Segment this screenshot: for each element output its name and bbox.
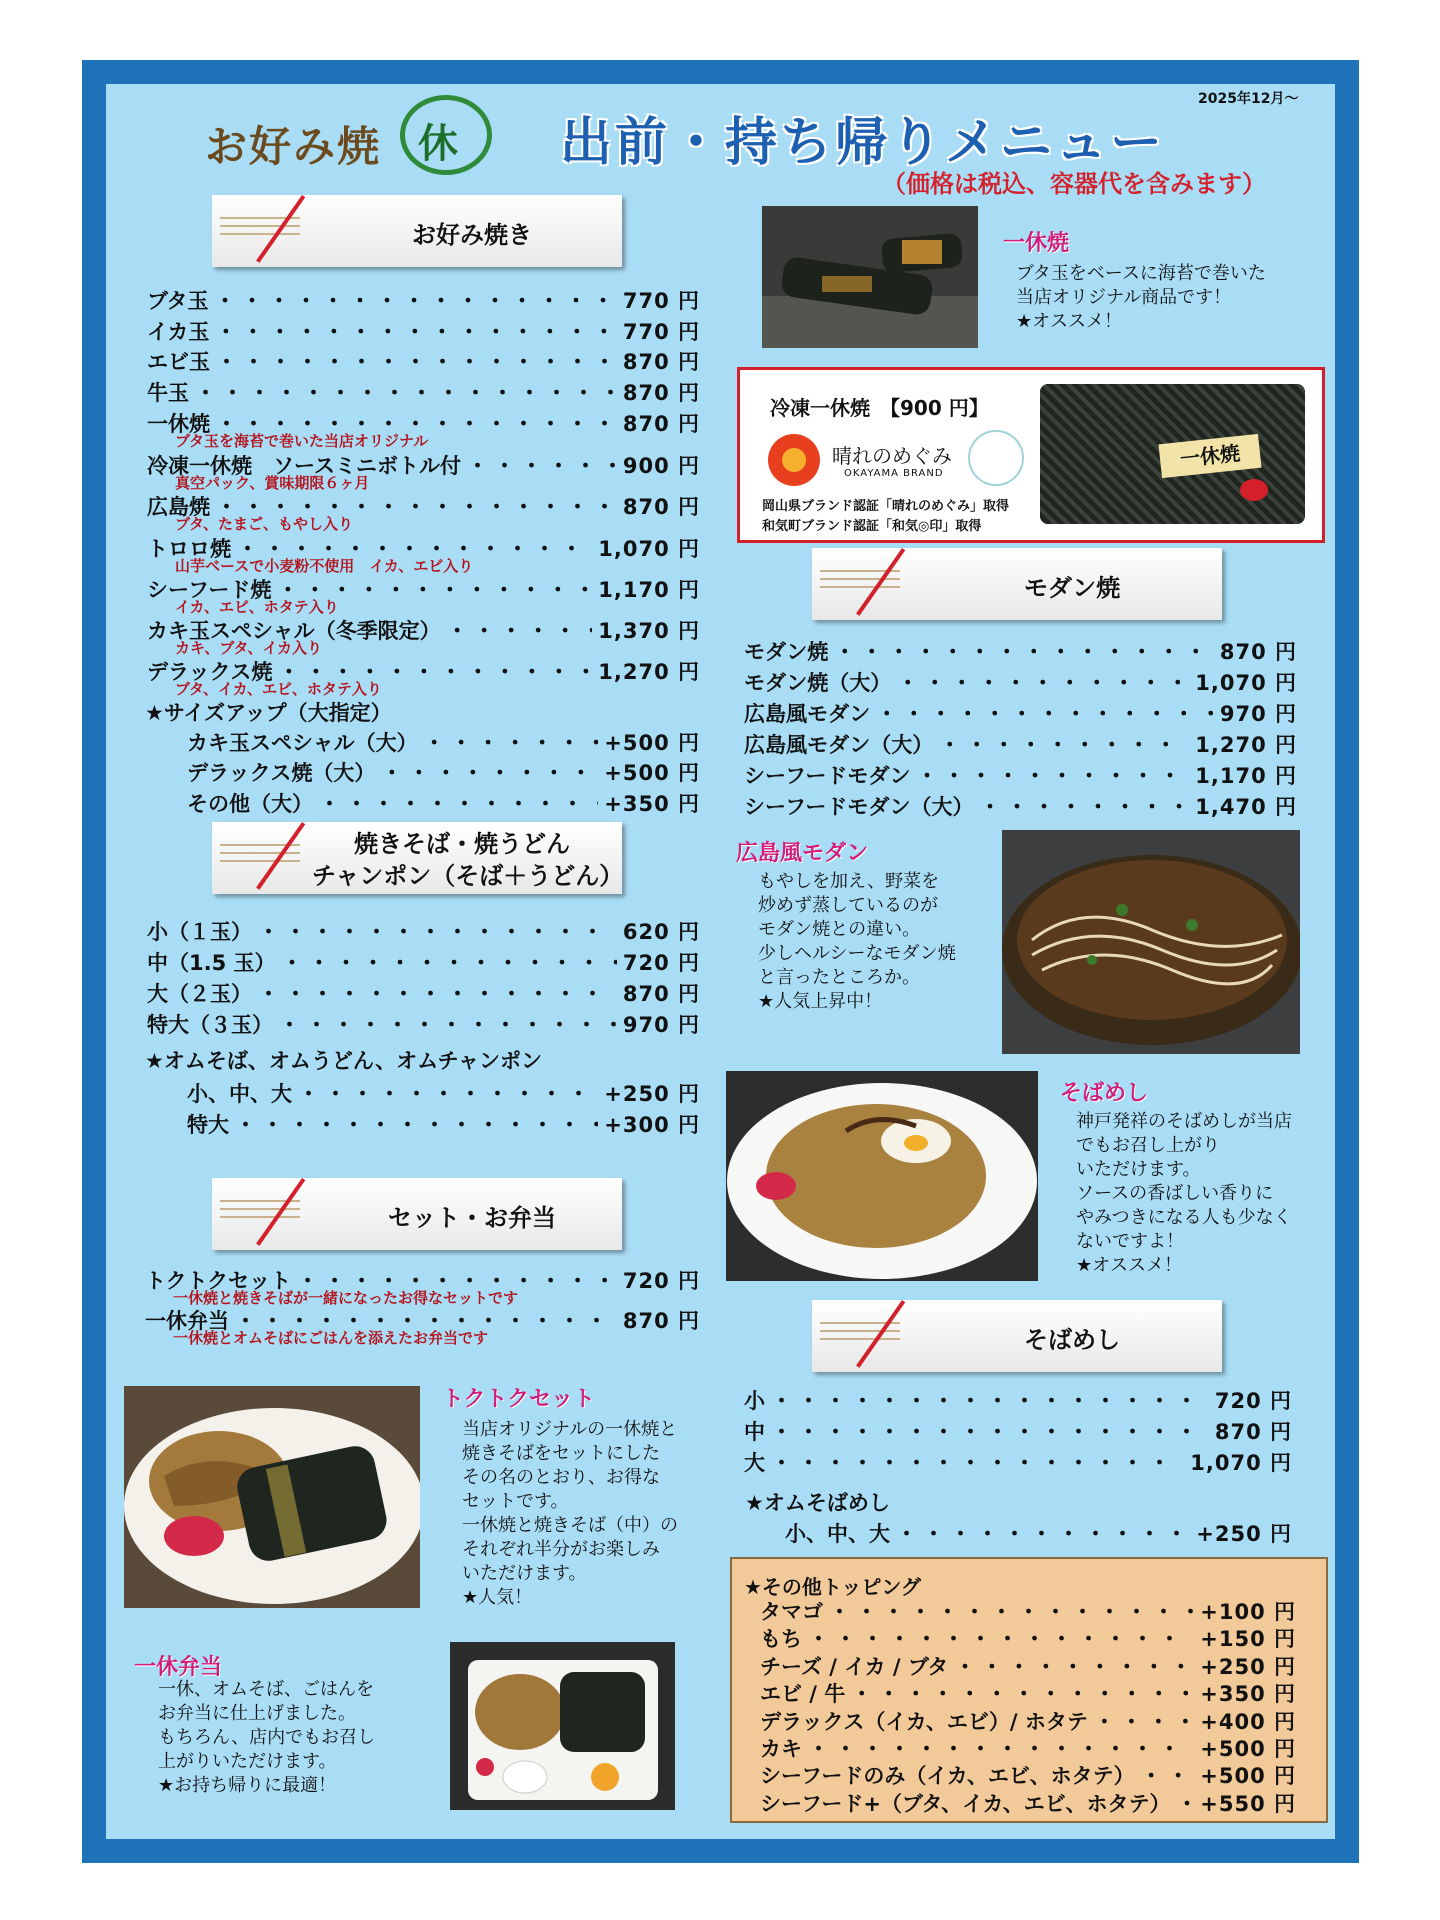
leader-dots xyxy=(808,1623,1194,1653)
menu-item-row xyxy=(744,698,1297,728)
leader-dots xyxy=(917,760,1190,790)
leader-dots xyxy=(771,1416,1209,1446)
item-name: デラックス焼（大） xyxy=(187,761,376,785)
description-line: ソースの香ばしい香りに xyxy=(1076,1183,1274,1204)
description-line: と言ったところか。 xyxy=(758,967,920,988)
shop-logo-kanji: 休 xyxy=(418,120,458,167)
wake-brand-seal-icon xyxy=(968,430,1024,486)
item-note: 一休焼と焼きそばが一緒になったお得なセットです xyxy=(173,1289,519,1307)
leader-dots xyxy=(771,1447,1184,1477)
topping-row xyxy=(760,1733,1296,1763)
item-name: 広島風モダン（大） xyxy=(744,733,934,757)
item-price: +300 円 xyxy=(604,1113,700,1137)
banner-set xyxy=(212,1178,622,1250)
item-price: +550 円 xyxy=(1200,1791,1296,1816)
leader-dots xyxy=(195,377,617,407)
item-name: 特大 xyxy=(187,1113,229,1137)
menu-item-row xyxy=(147,916,700,946)
banner-yakisoba xyxy=(212,822,622,894)
item-price: +400 円 xyxy=(1200,1709,1296,1734)
item-price: 720 円 xyxy=(622,1269,700,1293)
description-line: ★お持ち帰りに最適！ xyxy=(158,1775,337,1796)
menu-item-row xyxy=(147,947,700,977)
leader-dots xyxy=(834,636,1214,666)
item-name: カキ玉スペシャル（大） xyxy=(187,731,418,755)
leader-dots xyxy=(1094,1706,1194,1736)
item-name: ブタ玉 xyxy=(147,289,209,313)
item-price: 870 円 xyxy=(622,982,700,1006)
leader-dots xyxy=(235,1109,598,1139)
item-name: シーフードのみ（イカ、エビ、ホタテ） xyxy=(760,1764,1135,1789)
tokutoku-description xyxy=(462,1418,678,1610)
leader-dots xyxy=(424,727,599,757)
brand-sub: OKAYAMA BRAND xyxy=(844,468,944,479)
menu-item-row xyxy=(147,346,700,376)
leader-dots xyxy=(381,757,598,787)
item-note: カキ、ブタ、イカ入り xyxy=(175,639,323,657)
item-price: 1,470 円 xyxy=(1195,795,1297,819)
item-price: +500 円 xyxy=(604,761,700,785)
leader-dots xyxy=(980,791,1190,821)
item-name: シーフードモダン xyxy=(744,764,911,788)
menu-item-row xyxy=(187,1078,700,1108)
item-name: イカ玉 xyxy=(147,320,210,344)
item-name: 一休焼 xyxy=(147,412,210,436)
description-line: いただけます。 xyxy=(462,1563,587,1584)
item-price: +500 円 xyxy=(1200,1764,1296,1789)
menu-item-row xyxy=(744,1447,1292,1477)
item-price: 770 円 xyxy=(622,320,700,344)
hiroshima-modern-description xyxy=(758,870,956,1014)
item-name: タマゴ xyxy=(760,1600,823,1624)
description-line: 当店オリジナル商品です！ xyxy=(1016,287,1232,308)
item-name: モダン焼（大） xyxy=(744,671,892,695)
description-line: 当店オリジナルの一休焼と xyxy=(462,1419,678,1440)
leader-dots xyxy=(1141,1760,1195,1790)
item-price: +250 円 xyxy=(1200,1654,1296,1679)
item-name: チーズ / イカ / ブタ xyxy=(760,1654,949,1679)
item-price: 970 円 xyxy=(622,1013,700,1037)
leader-dots xyxy=(954,1651,1194,1681)
item-note: ブタ、たまご、もやし入り xyxy=(175,515,354,533)
item-name: トクトクセット xyxy=(145,1269,292,1293)
hare-no-megumi-icon xyxy=(768,434,820,486)
item-name: シーフードモダン（大） xyxy=(744,795,974,819)
description-line: 焼きそばをセットにした xyxy=(462,1443,660,1464)
item-price: 1,070 円 xyxy=(1195,671,1297,695)
description-line: ★人気上昇中！ xyxy=(758,991,883,1012)
leader-dots xyxy=(851,1678,1194,1708)
item-name: 広島風モダン xyxy=(744,702,871,726)
leader-dots xyxy=(216,346,617,376)
item-price: 870 円 xyxy=(1214,1420,1292,1444)
description-line: モダン焼との違い。 xyxy=(758,919,921,940)
item-name: モダン焼 xyxy=(744,640,829,664)
description-line: 少しヘルシーなモダン焼 xyxy=(758,943,956,964)
leader-dots xyxy=(279,1009,617,1039)
item-note: 一休焼とオムそばにごはんを添えたお弁当です xyxy=(173,1329,489,1347)
leader-dots xyxy=(319,788,598,818)
item-price: 1,070 円 xyxy=(1190,1451,1292,1475)
menu-item-row xyxy=(187,727,700,757)
item-name: 小 xyxy=(744,1389,765,1413)
leader-dots xyxy=(829,1596,1194,1626)
banner-label: お好み焼き xyxy=(412,221,532,249)
item-name: デラックス（イカ、エビ）/ ホタテ xyxy=(760,1709,1088,1734)
description-line: 一休焼と焼きそば（中）の xyxy=(462,1515,678,1536)
item-name: 牛玉 xyxy=(147,381,189,405)
leader-dots xyxy=(939,729,1189,759)
item-price: 620 円 xyxy=(622,920,700,944)
banner-line-2: チャンポン（そば＋うどん） xyxy=(312,862,624,890)
topping-row xyxy=(760,1760,1296,1790)
description-line: お弁当に仕上げました。 xyxy=(158,1703,356,1724)
page-title: 出前・持ち帰りメニュー xyxy=(560,113,1166,173)
leader-dots xyxy=(258,916,617,946)
item-price: +250 円 xyxy=(604,1082,700,1106)
description-line: ブタ玉をベースに海苔で巻いた xyxy=(1016,263,1266,284)
banner-sobameshi xyxy=(812,1300,1222,1372)
topping-row xyxy=(760,1788,1296,1818)
item-name: もち xyxy=(760,1627,802,1652)
item-price: 1,270 円 xyxy=(598,660,700,684)
item-note: 真空パック、賞味期限６ヶ月 xyxy=(175,474,370,492)
ikkyuyaki-heading: 一休焼 xyxy=(1003,231,1070,256)
item-price: +350 円 xyxy=(604,792,700,816)
frozen-ikkyuyaki-box xyxy=(737,367,1325,543)
menu-item-row xyxy=(147,285,700,315)
ikkyuyaki-description xyxy=(1016,262,1266,334)
item-price: 970 円 xyxy=(1219,702,1297,726)
package-label: 一休焼 xyxy=(1158,434,1261,478)
item-name: 一休弁当 xyxy=(145,1309,229,1333)
item-price: 1,370 円 xyxy=(598,619,700,643)
menu-item-row xyxy=(785,1518,1292,1548)
item-price: 870 円 xyxy=(622,381,700,405)
leader-dots xyxy=(876,698,1214,728)
menu-item-row xyxy=(744,1385,1292,1415)
omu-label: ★オムそば、オムうどん、オムチャンポン xyxy=(145,1049,543,1073)
menu-item-row xyxy=(744,791,1297,821)
item-name: シーフード+（ブタ、イカ、エビ、ホタテ） xyxy=(760,1791,1171,1816)
menu-item-row xyxy=(744,760,1297,790)
leader-dots xyxy=(808,1733,1194,1763)
leader-dots xyxy=(282,947,617,977)
item-name: カキ xyxy=(760,1737,802,1761)
item-name: 大（２玉） xyxy=(147,982,252,1006)
item-price: 870 円 xyxy=(622,1309,700,1333)
description-line: 一休、オムそば、ごはんを xyxy=(158,1679,374,1700)
item-price: 900 円 xyxy=(622,454,700,478)
menu-date: 2025年12月～ xyxy=(1198,91,1299,107)
menu-item-row xyxy=(147,316,700,346)
leader-dots xyxy=(771,1385,1209,1415)
description-line: それぞれ半分がお楽しみ xyxy=(462,1539,660,1560)
leader-dots xyxy=(1177,1788,1195,1818)
topping-row xyxy=(760,1678,1296,1708)
menu-item-row xyxy=(744,636,1297,666)
ikkyu-bento-description xyxy=(158,1678,375,1798)
banner-label xyxy=(312,828,624,892)
item-name: 小（１玉） xyxy=(147,920,252,944)
item-price: 720 円 xyxy=(622,951,700,975)
description-line: ないですよ！ xyxy=(1076,1231,1184,1252)
item-price: 870 円 xyxy=(622,412,700,436)
sobameshi-description xyxy=(1076,1110,1292,1278)
leader-dots xyxy=(447,615,593,645)
banner-line-1: 焼きそば・焼うどん xyxy=(354,830,570,858)
topping-row xyxy=(760,1651,1296,1681)
cert-1: 岡山県ブランド認証「晴れのめぐみ」取得 xyxy=(762,499,1010,514)
menu-item-row xyxy=(147,1009,700,1039)
sobameshi-desc-heading: そばめし xyxy=(1060,1081,1149,1106)
topping-row xyxy=(760,1596,1296,1626)
description-line: ★オススメ！ xyxy=(1076,1255,1182,1276)
item-price: 1,070 円 xyxy=(598,537,700,561)
item-name: デラックス焼 xyxy=(147,660,273,684)
banner-modern xyxy=(812,548,1222,620)
item-name: トロロ焼 xyxy=(147,537,231,561)
item-name: 小、中、大 xyxy=(187,1082,292,1106)
menu-item-row xyxy=(147,978,700,1008)
item-price: +350 円 xyxy=(1200,1682,1296,1707)
item-name: エビ玉 xyxy=(147,350,210,374)
menu-item-row xyxy=(744,1416,1292,1446)
cert-2: 和気町ブランド認証「和気◎印」取得 xyxy=(762,519,982,534)
description-line: やみつきになる人も少なく xyxy=(1076,1207,1292,1228)
ikkyu-bento-photo xyxy=(450,1642,675,1810)
item-note: ブタ、イカ、エビ、ホタテ入り xyxy=(175,680,382,698)
item-price: 1,170 円 xyxy=(598,578,700,602)
sobameshi-photo xyxy=(726,1071,1038,1281)
item-note: 山芋ベースで小麦粉不使用 イカ、エビ入り xyxy=(175,557,474,575)
item-name: 中（1.5 玉） xyxy=(147,951,276,975)
leader-dots xyxy=(215,316,616,346)
description-line: 炒めず蒸しているのが xyxy=(758,895,938,916)
item-price: +500 円 xyxy=(1200,1737,1296,1761)
item-price: +150 円 xyxy=(1200,1627,1296,1652)
item-price: 870 円 xyxy=(622,350,700,374)
item-price: +100 円 xyxy=(1200,1600,1296,1624)
description-line: セットです。 xyxy=(462,1491,569,1512)
description-line: いただけます。 xyxy=(1076,1159,1201,1180)
ikkyu-bento-heading: 一休弁当 xyxy=(134,1655,223,1680)
leader-dots xyxy=(258,978,617,1008)
item-name: シーフード焼 xyxy=(147,578,272,602)
description-line: もちろん、店内でもお召し xyxy=(158,1727,376,1748)
shop-logo-text: お好み焼 xyxy=(205,122,382,171)
banner-okonomiyaki xyxy=(212,195,622,267)
item-price: 1,270 円 xyxy=(1195,733,1297,757)
item-name: 冷凍一休焼 ソースミニボトル付 xyxy=(147,454,461,478)
menu-item-row xyxy=(744,729,1297,759)
description-line: その名のとおり、お得な xyxy=(462,1467,660,1488)
sizeup-label: ★サイズアップ（大指定） xyxy=(145,701,392,725)
description-line: もやしを加え、野菜を xyxy=(758,871,940,892)
item-name: 特大（３玉） xyxy=(147,1013,273,1037)
frozen-package-photo xyxy=(1040,384,1305,524)
description-line: 神戸発祥のそばめしが当店 xyxy=(1076,1111,1292,1132)
item-name: 広島焼 xyxy=(147,495,210,519)
page-subtitle: （価格は税込、容器代を含みます） xyxy=(882,170,1266,198)
item-price: 770 円 xyxy=(622,289,700,313)
banner-label: そばめし xyxy=(1024,1326,1120,1354)
description-line: ★オススメ！ xyxy=(1016,311,1122,332)
menu-item-row xyxy=(187,788,700,818)
banner-label: モダン焼 xyxy=(1023,574,1121,602)
frozen-title: 冷凍一休焼 【900 円】 xyxy=(770,396,989,420)
item-name: 小、中、大 xyxy=(785,1522,890,1546)
hiroshima-modern-photo xyxy=(1002,830,1300,1054)
item-name: エビ / 牛 xyxy=(760,1682,846,1707)
item-price: 1,170 円 xyxy=(1195,764,1297,788)
item-price: 870 円 xyxy=(622,495,700,519)
hiroshima-modern-heading: 広島風モダン xyxy=(736,841,869,866)
leader-dots xyxy=(896,1518,1190,1548)
menu-item-row xyxy=(187,757,700,787)
menu-item-row xyxy=(187,1109,700,1139)
topping-row xyxy=(760,1623,1296,1653)
brand-name: 晴れのめぐみ xyxy=(832,444,952,468)
tokutoku-heading: トクトクセット xyxy=(442,1387,596,1412)
tokutoku-photo xyxy=(124,1386,420,1608)
omu-sobameshi-label: ★オムそばめし xyxy=(745,1491,890,1515)
topping-row xyxy=(760,1706,1296,1736)
description-line: ★人気！ xyxy=(462,1587,533,1608)
item-note: ブタ玉を海苔で巻いた当店オリジナル xyxy=(175,432,429,450)
leader-dots xyxy=(215,285,617,315)
ikkyuyaki-photo xyxy=(762,206,978,348)
item-price: 720 円 xyxy=(1214,1389,1292,1413)
leader-dots xyxy=(467,450,617,480)
item-price: 870 円 xyxy=(1219,640,1297,664)
description-line: でもお召し上がり xyxy=(1076,1135,1220,1156)
item-name: 大 xyxy=(744,1451,765,1475)
item-price: +250 円 xyxy=(1196,1522,1292,1546)
item-name: カキ玉スペシャル（冬季限定） xyxy=(147,619,441,643)
item-name: その他（大） xyxy=(187,792,313,816)
menu-item-row xyxy=(147,377,700,407)
menu-item-row xyxy=(744,667,1297,697)
toppings-label: ★その他トッピング xyxy=(744,1575,921,1599)
item-note: イカ、エビ、ホタテ入り xyxy=(175,598,339,616)
leader-dots xyxy=(897,667,1189,697)
leader-dots xyxy=(298,1078,598,1108)
description-line: 上がりいただけます。 xyxy=(158,1751,337,1772)
banner-label: セット・お弁当 xyxy=(388,1204,556,1232)
item-name: 中 xyxy=(744,1420,765,1444)
item-price: +500 円 xyxy=(604,731,700,755)
